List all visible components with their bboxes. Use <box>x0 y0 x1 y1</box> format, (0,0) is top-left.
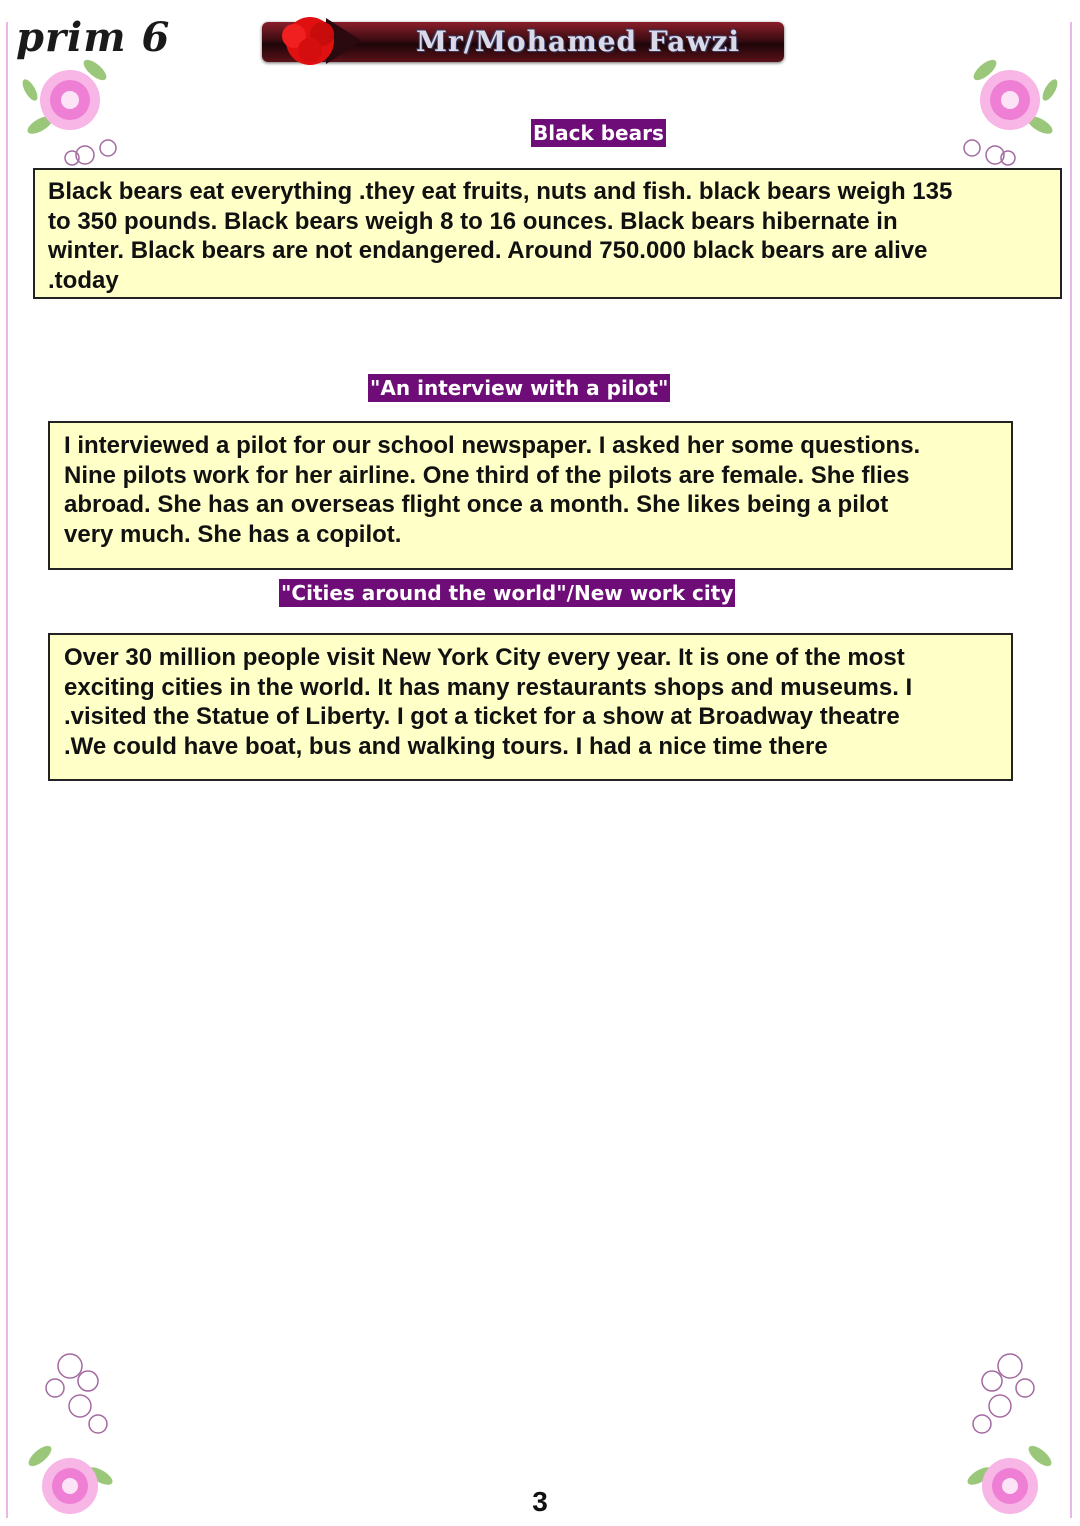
section-title-new-york: "Cities around the world"/New work city <box>281 581 734 605</box>
passage-line: to 350 pounds. Black bears weigh 8 to 16 ounces. Black bears hibernate in <box>48 207 898 235</box>
floral-corner-icon <box>950 30 1070 170</box>
passage-line: .today <box>48 266 119 294</box>
passage-line: .visited the Statue of Liberty. I got a ticket for a show at Broadway theatre <box>64 703 900 730</box>
teacher-name: Mr/Mohamed Fawzi <box>415 25 741 58</box>
section-title-pilot-interview: "An interview with a pilot" <box>370 376 669 400</box>
passage-line: winter. Black bears are not endangered. Around 750.000 black bears are alive <box>48 237 928 264</box>
grade-label: prim 6 <box>16 14 171 61</box>
page-number: 3 <box>532 1486 548 1517</box>
passage-line: Over 30 million people visit New York City every year. It is one of the most <box>64 644 905 671</box>
passage-line: abroad. She has an overseas flight once a month. She likes being a pilot <box>64 491 889 518</box>
floral-corner-icon <box>10 1336 130 1522</box>
passage-line: very much. She has a copilot. <box>64 520 402 548</box>
section-title-black-bears: Black bears <box>533 121 664 145</box>
passage-line: exciting cities in the world. It has many restaurants shops and museums. I <box>64 673 913 701</box>
passage-line: .We could have boat, bus and walking tours. I had a nice time there <box>64 732 828 760</box>
passage-line: I interviewed a pilot for our school newspaper. I asked her some questions. <box>64 432 921 459</box>
passage-line: Nine pilots work for her airline. One third of the pilots are female. She flies <box>64 461 910 489</box>
passage-pilot-interview <box>48 421 1013 570</box>
floral-corner-icon <box>950 1336 1070 1522</box>
passage-new-york <box>48 633 1013 781</box>
rose-icon <box>266 14 362 68</box>
passage-black-bears <box>33 168 1062 299</box>
passage-line: Black bears eat everything .they eat fruits, nuts and fish. black bears weigh 135 <box>48 178 953 205</box>
